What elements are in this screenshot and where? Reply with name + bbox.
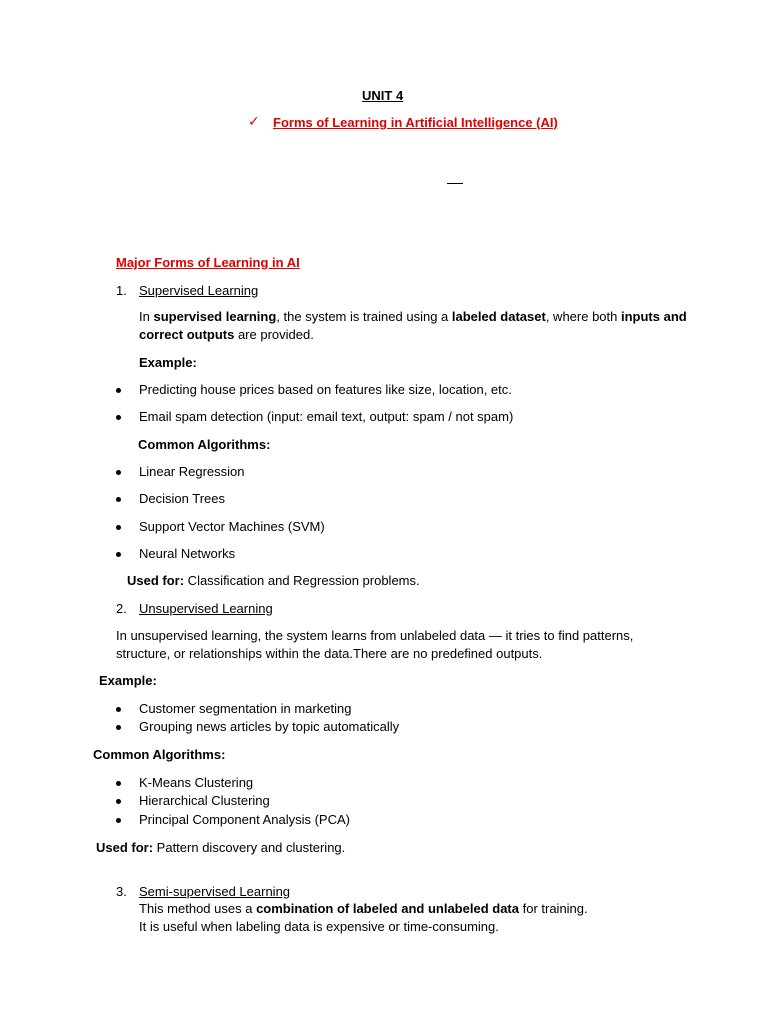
bullet [116, 525, 121, 530]
semi-supervised-title: Semi-supervised Learning [139, 884, 291, 899]
bullet [116, 781, 121, 786]
list-item: Support Vector Machines (SVM) [139, 519, 325, 534]
list-item: K-Means Clustering [139, 775, 254, 790]
bullet [116, 707, 121, 712]
supervised-title: Supervised Learning [139, 283, 259, 298]
bullet [116, 818, 121, 823]
bullet [116, 725, 121, 730]
list-item: Predicting house prices based on features like size, location, etc. [139, 382, 512, 397]
list-item: Neural Networks [139, 546, 236, 561]
algorithms-label: Common Algorithms: [93, 747, 226, 762]
bullet [116, 388, 121, 393]
bullet [116, 799, 121, 804]
list-number: 1. [116, 283, 127, 298]
unit-title: UNIT 4 [362, 88, 404, 103]
horizontal-rule [447, 183, 463, 184]
list-item: Decision Trees [139, 491, 225, 506]
list-item: Linear Regression [139, 464, 245, 479]
semi-supervised-description: This method uses a combination of labeled and unlabeled data for training. [139, 901, 588, 916]
list-item: Principal Component Analysis (PCA) [139, 812, 350, 827]
semi-supervised-description-cont: It is useful when labeling data is expensive or time-consuming. [139, 919, 499, 934]
list-item: Email spam detection (input: email text, output: spam / not spam) [139, 409, 514, 424]
bullet [116, 552, 121, 557]
algorithms-label: Common Algorithms: [138, 437, 271, 452]
unsupervised-title: Unsupervised Learning [139, 601, 273, 616]
used-for: Used for: Pattern discovery and clustering. [96, 840, 346, 855]
used-for: Used for: Classification and Regression problems. [127, 573, 420, 588]
unsupervised-description: In unsupervised learning, the system learns from unlabeled data — it tries to find patterns, [116, 628, 634, 643]
checkmark-icon: ✓ [248, 114, 260, 130]
unsupervised-description-cont: structure, or relationships within the data.There are no predefined outputs. [116, 646, 543, 661]
page-subtitle: Forms of Learning in Artificial Intelligence (AI) [273, 115, 558, 130]
supervised-description: In supervised learning, the system is trained using a labeled dataset, where both inputs and [139, 309, 687, 324]
example-label: Example: [99, 673, 157, 688]
list-item: Grouping news articles by topic automatically [139, 719, 400, 734]
bullet [116, 497, 121, 502]
list-item: Hierarchical Clustering [139, 793, 270, 808]
bullet [116, 470, 121, 475]
list-number: 3. [116, 884, 127, 899]
example-label: Example: [139, 355, 197, 370]
supervised-description-cont: correct outputs are provided. [139, 327, 314, 342]
section-heading: Major Forms of Learning in AI [116, 255, 300, 270]
bullet [116, 415, 121, 420]
list-item: Customer segmentation in marketing [139, 701, 352, 716]
list-number: 2. [116, 601, 127, 616]
